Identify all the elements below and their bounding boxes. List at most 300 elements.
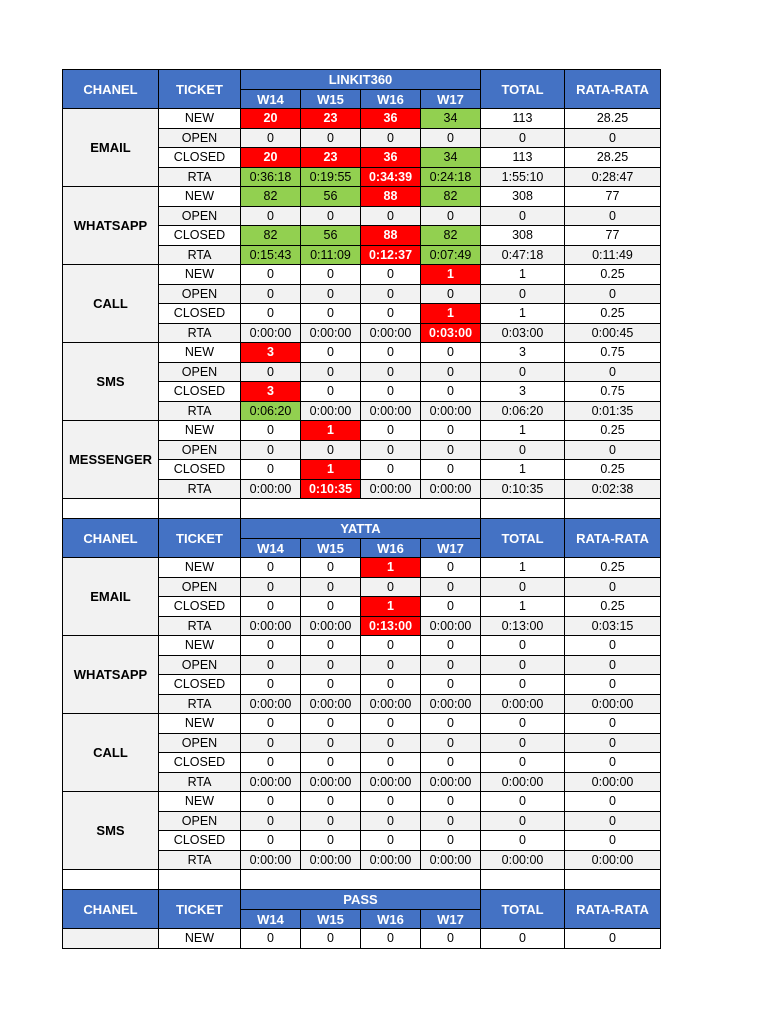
week-value: 0 bbox=[241, 675, 301, 695]
week-value: 0 bbox=[301, 733, 361, 753]
week-value: 0:00:00 bbox=[361, 850, 421, 870]
week-value: 0 bbox=[361, 440, 421, 460]
total-value: 0 bbox=[481, 284, 565, 304]
week-value: 0:00:00 bbox=[361, 479, 421, 499]
week-value: 0 bbox=[301, 362, 361, 382]
total-value: 1 bbox=[481, 304, 565, 324]
week-value: 0 bbox=[361, 714, 421, 734]
average-value: 0 bbox=[565, 655, 661, 675]
week-value: 0 bbox=[241, 460, 301, 480]
channel-name: WHATSAPP bbox=[63, 636, 159, 714]
ticket-type: CLOSED bbox=[159, 675, 241, 695]
week-header: W17 bbox=[421, 90, 481, 109]
total-value: 113 bbox=[481, 148, 565, 168]
week-value: 20 bbox=[241, 148, 301, 168]
week-value: 0:00:00 bbox=[421, 479, 481, 499]
week-value: 56 bbox=[301, 187, 361, 207]
week-value: 0 bbox=[421, 811, 481, 831]
data-row bbox=[63, 343, 661, 363]
ticket-type: OPEN bbox=[159, 206, 241, 226]
week-value: 0 bbox=[361, 577, 421, 597]
total-value: 0:10:35 bbox=[481, 479, 565, 499]
week-value: 0 bbox=[421, 128, 481, 148]
spacer-cell bbox=[63, 499, 159, 519]
week-value: 0:00:00 bbox=[241, 772, 301, 792]
ticket-header: TICKET bbox=[159, 70, 241, 109]
week-value: 0 bbox=[361, 655, 421, 675]
week-value: 0 bbox=[361, 811, 421, 831]
ticket-type: OPEN bbox=[159, 577, 241, 597]
data-row bbox=[63, 929, 661, 949]
spacer-row bbox=[63, 870, 661, 890]
week-value: 0:00:00 bbox=[301, 694, 361, 714]
week-value: 1 bbox=[421, 265, 481, 285]
channel-header: CHANEL bbox=[63, 890, 159, 929]
week-value: 23 bbox=[301, 109, 361, 129]
week-value: 0:12:37 bbox=[361, 245, 421, 265]
average-value: 0 bbox=[565, 675, 661, 695]
ticket-type: CLOSED bbox=[159, 148, 241, 168]
week-value: 0 bbox=[301, 577, 361, 597]
ticket-type: CLOSED bbox=[159, 382, 241, 402]
average-value: 0:00:00 bbox=[565, 694, 661, 714]
total-value: 3 bbox=[481, 343, 565, 363]
week-value: 0 bbox=[421, 558, 481, 578]
week-value: 0 bbox=[361, 636, 421, 656]
week-value: 0 bbox=[361, 206, 421, 226]
week-value: 0:13:00 bbox=[361, 616, 421, 636]
total-value: 1 bbox=[481, 460, 565, 480]
week-header: W16 bbox=[361, 90, 421, 109]
section-title: YATTA bbox=[241, 519, 481, 539]
week-header: W15 bbox=[301, 910, 361, 929]
total-value: 0 bbox=[481, 714, 565, 734]
average-value: 0.75 bbox=[565, 343, 661, 363]
week-value: 0 bbox=[301, 558, 361, 578]
data-row bbox=[63, 714, 661, 734]
week-value: 34 bbox=[421, 109, 481, 129]
average-value: 0 bbox=[565, 577, 661, 597]
spacer-cell bbox=[481, 499, 565, 519]
ticket-type: RTA bbox=[159, 616, 241, 636]
week-value: 0:00:00 bbox=[421, 850, 481, 870]
week-value: 0:19:55 bbox=[301, 167, 361, 187]
total-value: 0 bbox=[481, 753, 565, 773]
week-value: 0 bbox=[241, 284, 301, 304]
average-value: 0 bbox=[565, 128, 661, 148]
week-value: 0 bbox=[301, 655, 361, 675]
total-value: 0:13:00 bbox=[481, 616, 565, 636]
week-value: 0:00:00 bbox=[421, 772, 481, 792]
week-value: 0:00:00 bbox=[301, 772, 361, 792]
average-value: 0 bbox=[565, 753, 661, 773]
average-value: 0.25 bbox=[565, 304, 661, 324]
channel-name: MESSENGER bbox=[63, 421, 159, 499]
week-value: 0 bbox=[421, 362, 481, 382]
week-value: 0 bbox=[301, 929, 361, 949]
week-value: 0 bbox=[241, 597, 301, 617]
ticket-type: CLOSED bbox=[159, 304, 241, 324]
channel-header: CHANEL bbox=[63, 519, 159, 558]
week-value: 0 bbox=[361, 460, 421, 480]
week-value: 0:00:00 bbox=[421, 694, 481, 714]
total-value: 1 bbox=[481, 597, 565, 617]
average-value: 0 bbox=[565, 811, 661, 831]
average-value: 28.25 bbox=[565, 148, 661, 168]
average-value: 28.25 bbox=[565, 109, 661, 129]
week-value: 0 bbox=[421, 675, 481, 695]
ticket-type: OPEN bbox=[159, 284, 241, 304]
week-value: 0 bbox=[421, 714, 481, 734]
week-value: 0:00:00 bbox=[361, 772, 421, 792]
week-value: 3 bbox=[241, 343, 301, 363]
week-value: 0 bbox=[361, 265, 421, 285]
average-value: 0 bbox=[565, 929, 661, 949]
average-header: RATA-RATA bbox=[565, 890, 661, 929]
week-value: 0 bbox=[421, 636, 481, 656]
ticket-type: NEW bbox=[159, 558, 241, 578]
ticket-header: TICKET bbox=[159, 890, 241, 929]
week-value: 0 bbox=[421, 753, 481, 773]
ticket-type: RTA bbox=[159, 694, 241, 714]
week-value: 0 bbox=[301, 831, 361, 851]
week-value: 0 bbox=[241, 831, 301, 851]
ticket-type: OPEN bbox=[159, 128, 241, 148]
channel-name: EMAIL bbox=[63, 109, 159, 187]
total-value: 0:00:00 bbox=[481, 772, 565, 792]
week-value: 88 bbox=[361, 187, 421, 207]
data-row bbox=[63, 636, 661, 656]
week-value: 0:00:00 bbox=[361, 323, 421, 343]
week-value: 0 bbox=[301, 597, 361, 617]
week-value: 0 bbox=[361, 421, 421, 441]
week-value: 0 bbox=[241, 655, 301, 675]
week-value: 0 bbox=[361, 753, 421, 773]
average-value: 0:11:49 bbox=[565, 245, 661, 265]
week-value: 0 bbox=[421, 382, 481, 402]
ticket-type: RTA bbox=[159, 401, 241, 421]
ticket-type: NEW bbox=[159, 636, 241, 656]
week-value: 88 bbox=[361, 226, 421, 246]
week-value: 0 bbox=[421, 206, 481, 226]
spacer-row bbox=[63, 499, 661, 519]
week-value: 0:00:00 bbox=[241, 616, 301, 636]
total-value: 0 bbox=[481, 675, 565, 695]
ticket-type: RTA bbox=[159, 850, 241, 870]
week-value: 0:00:00 bbox=[301, 850, 361, 870]
average-value: 0.25 bbox=[565, 558, 661, 578]
total-value: 0 bbox=[481, 440, 565, 460]
week-value: 0 bbox=[361, 733, 421, 753]
week-value: 0 bbox=[301, 304, 361, 324]
data-row bbox=[63, 109, 661, 129]
week-value: 0 bbox=[241, 206, 301, 226]
ticket-type: CLOSED bbox=[159, 753, 241, 773]
week-value: 0 bbox=[421, 421, 481, 441]
ticket-type: OPEN bbox=[159, 811, 241, 831]
ticket-type: RTA bbox=[159, 479, 241, 499]
total-header: TOTAL bbox=[481, 519, 565, 558]
channel-name: EMAIL bbox=[63, 558, 159, 636]
total-value: 0 bbox=[481, 831, 565, 851]
week-value: 0 bbox=[421, 831, 481, 851]
week-value: 0:11:09 bbox=[301, 245, 361, 265]
total-value: 308 bbox=[481, 226, 565, 246]
week-value: 0:00:00 bbox=[361, 401, 421, 421]
week-value: 0:34:39 bbox=[361, 167, 421, 187]
week-value: 0 bbox=[301, 753, 361, 773]
ticket-header: TICKET bbox=[159, 519, 241, 558]
week-header: W17 bbox=[421, 539, 481, 558]
week-value: 0 bbox=[361, 304, 421, 324]
week-header: W16 bbox=[361, 539, 421, 558]
total-value: 0 bbox=[481, 577, 565, 597]
week-value: 82 bbox=[241, 187, 301, 207]
ticket-type: CLOSED bbox=[159, 460, 241, 480]
total-value: 0 bbox=[481, 811, 565, 831]
week-value: 1 bbox=[421, 304, 481, 324]
channel-name: CALL bbox=[63, 714, 159, 792]
week-value: 0:00:00 bbox=[241, 694, 301, 714]
ticket-type: CLOSED bbox=[159, 226, 241, 246]
spacer-cell bbox=[565, 870, 661, 890]
week-value: 1 bbox=[361, 558, 421, 578]
average-header: RATA-RATA bbox=[565, 70, 661, 109]
channel-name: SMS bbox=[63, 343, 159, 421]
spacer-cell bbox=[481, 870, 565, 890]
channel-header: CHANEL bbox=[63, 70, 159, 109]
ticket-type: NEW bbox=[159, 109, 241, 129]
week-value: 0 bbox=[301, 792, 361, 812]
week-value: 0 bbox=[301, 128, 361, 148]
week-value: 0:00:00 bbox=[241, 479, 301, 499]
week-value: 1 bbox=[301, 421, 361, 441]
ticket-type: OPEN bbox=[159, 733, 241, 753]
week-value: 0 bbox=[421, 460, 481, 480]
week-value: 0:00:00 bbox=[301, 401, 361, 421]
week-value: 20 bbox=[241, 109, 301, 129]
channel-name: CALL bbox=[63, 265, 159, 343]
week-value: 0 bbox=[241, 265, 301, 285]
total-value: 0 bbox=[481, 206, 565, 226]
week-value: 0 bbox=[301, 440, 361, 460]
week-value: 0:06:20 bbox=[241, 401, 301, 421]
week-value: 0:15:43 bbox=[241, 245, 301, 265]
week-value: 82 bbox=[421, 226, 481, 246]
spacer-cell bbox=[159, 870, 241, 890]
ticket-type: NEW bbox=[159, 343, 241, 363]
total-value: 0:06:20 bbox=[481, 401, 565, 421]
total-value: 1 bbox=[481, 421, 565, 441]
channel-name: SMS bbox=[63, 792, 159, 870]
ticket-type: NEW bbox=[159, 792, 241, 812]
ticket-type: CLOSED bbox=[159, 831, 241, 851]
average-value: 77 bbox=[565, 187, 661, 207]
week-value: 0 bbox=[361, 382, 421, 402]
average-value: 0 bbox=[565, 831, 661, 851]
data-row bbox=[63, 265, 661, 285]
total-value: 3 bbox=[481, 382, 565, 402]
week-value: 1 bbox=[301, 460, 361, 480]
week-value: 0:00:00 bbox=[241, 850, 301, 870]
week-value: 0 bbox=[421, 929, 481, 949]
average-value: 0:01:35 bbox=[565, 401, 661, 421]
week-value: 34 bbox=[421, 148, 481, 168]
average-value: 0:00:00 bbox=[565, 850, 661, 870]
week-value: 1 bbox=[361, 597, 421, 617]
week-value: 0 bbox=[241, 440, 301, 460]
week-value: 0 bbox=[241, 811, 301, 831]
week-value: 0 bbox=[421, 343, 481, 363]
week-value: 0 bbox=[301, 636, 361, 656]
average-value: 0 bbox=[565, 714, 661, 734]
week-value: 0 bbox=[361, 343, 421, 363]
average-value: 0:28:47 bbox=[565, 167, 661, 187]
week-value: 82 bbox=[421, 187, 481, 207]
week-value: 0 bbox=[241, 577, 301, 597]
ticket-type: OPEN bbox=[159, 655, 241, 675]
ticket-type: RTA bbox=[159, 772, 241, 792]
week-value: 36 bbox=[361, 109, 421, 129]
week-value: 0 bbox=[361, 929, 421, 949]
week-value: 0 bbox=[241, 733, 301, 753]
week-value: 0:10:35 bbox=[301, 479, 361, 499]
week-value: 0 bbox=[301, 284, 361, 304]
average-value: 0:00:45 bbox=[565, 323, 661, 343]
week-header: W14 bbox=[241, 539, 301, 558]
week-value: 0:00:00 bbox=[421, 616, 481, 636]
spacer-cell bbox=[241, 870, 481, 890]
average-header: RATA-RATA bbox=[565, 519, 661, 558]
data-row bbox=[63, 792, 661, 812]
ticket-type: CLOSED bbox=[159, 597, 241, 617]
week-value: 0:00:00 bbox=[421, 401, 481, 421]
week-value: 0:07:49 bbox=[421, 245, 481, 265]
total-value: 0 bbox=[481, 128, 565, 148]
week-value: 36 bbox=[361, 148, 421, 168]
ticket-type: NEW bbox=[159, 187, 241, 207]
week-header: W15 bbox=[301, 539, 361, 558]
data-row bbox=[63, 421, 661, 441]
week-value: 0 bbox=[301, 675, 361, 695]
week-value: 0:03:00 bbox=[421, 323, 481, 343]
average-value: 0 bbox=[565, 362, 661, 382]
data-row bbox=[63, 558, 661, 578]
total-value: 113 bbox=[481, 109, 565, 129]
total-value: 0 bbox=[481, 929, 565, 949]
week-value: 0 bbox=[241, 304, 301, 324]
week-value: 0 bbox=[421, 284, 481, 304]
total-header: TOTAL bbox=[481, 70, 565, 109]
ticket-report-table bbox=[62, 69, 661, 949]
average-value: 77 bbox=[565, 226, 661, 246]
average-value: 0 bbox=[565, 733, 661, 753]
week-value: 0 bbox=[241, 558, 301, 578]
ticket-type: NEW bbox=[159, 265, 241, 285]
ticket-type: OPEN bbox=[159, 362, 241, 382]
ticket-type: RTA bbox=[159, 245, 241, 265]
total-value: 0:03:00 bbox=[481, 323, 565, 343]
week-value: 0 bbox=[301, 382, 361, 402]
spacer-cell bbox=[565, 499, 661, 519]
week-value: 0 bbox=[301, 714, 361, 734]
week-value: 3 bbox=[241, 382, 301, 402]
week-value: 56 bbox=[301, 226, 361, 246]
week-value: 0 bbox=[421, 733, 481, 753]
week-value: 0 bbox=[361, 792, 421, 812]
week-value: 0 bbox=[361, 831, 421, 851]
total-value: 0:47:18 bbox=[481, 245, 565, 265]
spacer-cell bbox=[159, 499, 241, 519]
ticket-type: RTA bbox=[159, 323, 241, 343]
week-value: 0 bbox=[241, 929, 301, 949]
week-value: 0 bbox=[241, 128, 301, 148]
week-value: 0 bbox=[301, 811, 361, 831]
average-value: 0.25 bbox=[565, 265, 661, 285]
average-value: 0.25 bbox=[565, 460, 661, 480]
week-value: 0:00:00 bbox=[301, 616, 361, 636]
total-header: TOTAL bbox=[481, 890, 565, 929]
ticket-type: NEW bbox=[159, 929, 241, 949]
spacer-cell bbox=[63, 870, 159, 890]
total-value: 0 bbox=[481, 792, 565, 812]
average-value: 0 bbox=[565, 636, 661, 656]
week-value: 0:36:18 bbox=[241, 167, 301, 187]
ticket-type: RTA bbox=[159, 167, 241, 187]
week-value: 0 bbox=[241, 714, 301, 734]
section-title: LINKIT360 bbox=[241, 70, 481, 90]
total-value: 308 bbox=[481, 187, 565, 207]
week-value: 0 bbox=[241, 753, 301, 773]
data-row bbox=[63, 187, 661, 207]
week-header: W14 bbox=[241, 910, 301, 929]
total-value: 1 bbox=[481, 265, 565, 285]
week-value: 82 bbox=[241, 226, 301, 246]
week-value: 0 bbox=[241, 421, 301, 441]
total-value: 0 bbox=[481, 362, 565, 382]
week-value: 23 bbox=[301, 148, 361, 168]
average-value: 0:02:38 bbox=[565, 479, 661, 499]
week-value: 0 bbox=[361, 284, 421, 304]
week-header: W14 bbox=[241, 90, 301, 109]
average-value: 0 bbox=[565, 440, 661, 460]
average-value: 0.25 bbox=[565, 597, 661, 617]
week-value: 0 bbox=[301, 206, 361, 226]
total-value: 0 bbox=[481, 636, 565, 656]
total-value: 1:55:10 bbox=[481, 167, 565, 187]
week-value: 0 bbox=[361, 128, 421, 148]
average-value: 0:00:00 bbox=[565, 772, 661, 792]
week-value: 0:00:00 bbox=[241, 323, 301, 343]
average-value: 0 bbox=[565, 206, 661, 226]
total-value: 0 bbox=[481, 655, 565, 675]
week-header: W17 bbox=[421, 910, 481, 929]
section-title: PASS bbox=[241, 890, 481, 910]
week-value: 0 bbox=[301, 343, 361, 363]
week-value: 0 bbox=[421, 597, 481, 617]
total-value: 0:00:00 bbox=[481, 850, 565, 870]
section-header-row bbox=[63, 70, 661, 90]
week-value: 0 bbox=[361, 362, 421, 382]
average-value: 0 bbox=[565, 792, 661, 812]
week-value: 0 bbox=[421, 655, 481, 675]
spacer-cell bbox=[241, 499, 481, 519]
ticket-type: NEW bbox=[159, 421, 241, 441]
week-value: 0 bbox=[241, 792, 301, 812]
section-header-row bbox=[63, 519, 661, 539]
total-value: 0 bbox=[481, 733, 565, 753]
average-value: 0.25 bbox=[565, 421, 661, 441]
